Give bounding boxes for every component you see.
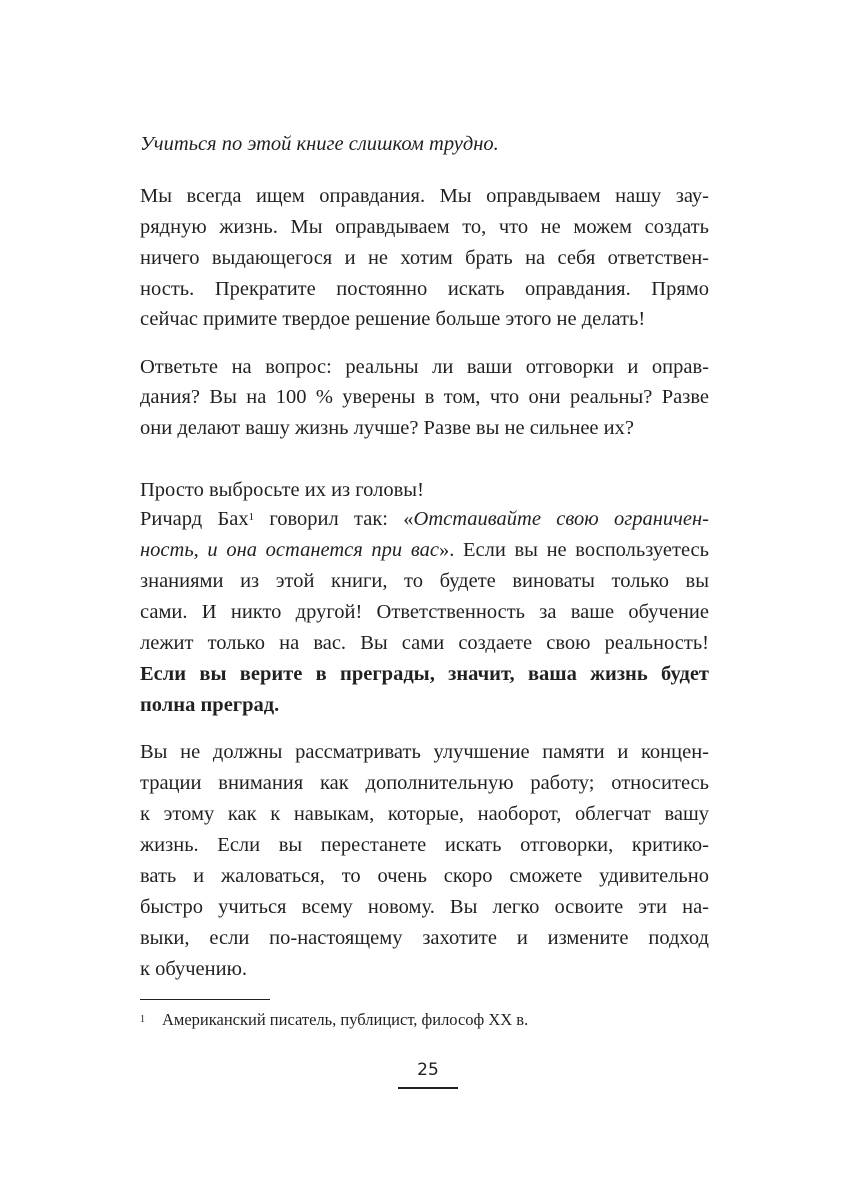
text-segment: к обучению. [140, 958, 248, 980]
text-line [140, 352, 709, 382]
footnote [140, 1008, 528, 1032]
italic-text: Учиться по этой книге слишком трудно. [140, 133, 499, 155]
text-line [140, 566, 709, 596]
text-segment: ничего выдающегося и не хотим брать на себя ответствен- [140, 247, 709, 269]
text-line [140, 799, 709, 829]
bold-text: полна преград. [140, 694, 280, 716]
text-line [140, 954, 709, 984]
text-line [140, 830, 709, 860]
text-segment: говорил так: « [254, 508, 414, 530]
footnote-divider [140, 999, 270, 1000]
text-line [140, 243, 709, 273]
text-segment: быстро учиться всему новому. Вы легко освоите эти на- [140, 896, 709, 918]
text-line [140, 690, 709, 720]
text-line [140, 475, 709, 505]
text-line [140, 181, 709, 211]
text-segment: сами. И никто другой! Ответственность за ваше обучение [140, 601, 709, 623]
italic-text: Отстаивайте свою ограничен- [413, 508, 709, 530]
text-segment: Ответьте на вопрос: реальны ли ваши отговорки и оправ- [140, 356, 709, 378]
footnote-mark: 1 [140, 1014, 145, 1025]
text-segment: Вы не должны рассматривать улучшение памяти и концен- [140, 741, 709, 763]
page-number-rule [398, 1087, 458, 1089]
bold-text: Если вы верите в преграды, значит, ваша жизнь будет [140, 663, 709, 685]
text-line [140, 737, 709, 767]
text-segment: Ричард Бах [140, 508, 249, 530]
text-segment: дания? Вы на 100 % уверены в том, что они реальны? Разве [140, 386, 709, 408]
text-line [140, 413, 709, 443]
text-segment: трации внимания как дополнительную работу; относитесь [140, 772, 709, 794]
text-line [140, 129, 709, 159]
footnote-reference: 1 [248, 511, 255, 523]
text-line [140, 892, 709, 922]
text-segment: выки, если по-настоящему захотите и измените подход [140, 927, 709, 949]
italic-text: ность, и она останется при вас [140, 539, 439, 561]
text-line [140, 923, 709, 953]
text-line [140, 597, 709, 627]
text-line [140, 382, 709, 412]
text-line [140, 535, 709, 565]
text-segment: вать и жаловаться, то очень скоро сможете удивительно [140, 865, 709, 887]
page-number: 25 [417, 1060, 439, 1080]
text-line [140, 768, 709, 798]
text-segment: к этому как к навыкам, которые, наоборот, облегчат вашу [140, 803, 709, 825]
text-segment: ность. Прекратите постоянно искать оправдания. Прямо [140, 278, 709, 300]
text-line [140, 504, 709, 534]
text-segment: Просто выбросьте их из головы! [140, 479, 424, 501]
text-segment: знаниями из этой книги, то будете виноваты только вы [140, 570, 709, 592]
text-segment: Мы всегда ищем оправдания. Мы оправдываем нашу зау- [140, 185, 709, 207]
text-line [140, 861, 709, 891]
text-segment: ». Если вы не воспользуетесь [438, 539, 710, 561]
text-segment: они делают вашу жизнь лучше? Разве вы не сильнее их? [140, 417, 634, 439]
text-line [140, 212, 709, 242]
text-segment: рядную жизнь. Мы оправдываем то, что не можем создать [140, 216, 709, 238]
text-segment: жизнь. Если вы перестанете искать отговорки, критико- [140, 834, 709, 856]
text-line [140, 304, 709, 334]
text-segment: лежит только на вас. Вы сами создаете свою реальность! [140, 632, 709, 654]
text-line [140, 628, 709, 658]
text-line [140, 274, 709, 304]
footnote-text: Американский писатель, публицист, философ XX в. [162, 1010, 529, 1029]
text-line [140, 659, 709, 689]
text-segment: сейчас примите твердое решение больше этого не делать! [140, 308, 646, 330]
